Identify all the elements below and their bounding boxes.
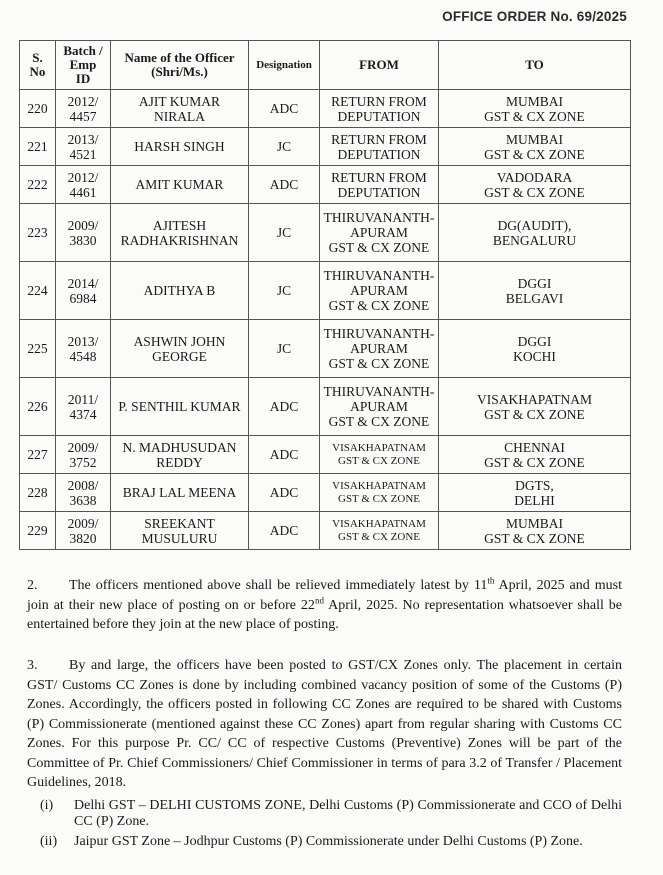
- transfer-table: [19, 40, 631, 550]
- cell-batch: 2009/ 3752: [56, 436, 111, 474]
- table-row: [20, 204, 631, 262]
- paragraph-3: 3. By and large, the officers have been posted to GST/CX Zones only. The placement in certain GST/ Customs CC Zones is done by including combined vacancy position of some of the Customs (P) Zones. Accordingly, the officers posted in following CC Zones are required to be shared with Customs (P) Commissionerate (mentioned against these CC Zones) apart from regular sharing with Customs CC Zones. For this purpose Pr. CC/ CC of respective Customs (Preventive) Zones will be part of the Committee of Pr. Chief Commissioners/ Chief Commissioner in terms of para 3.2 of Transfer / Placement Guidelines, 2018.: [27, 658, 622, 790]
- cell-to: VADODARA GST & CX ZONE: [439, 166, 631, 204]
- table-row: [20, 320, 631, 378]
- cell-designation: ADC: [249, 378, 320, 436]
- cell-designation: ADC: [249, 474, 320, 512]
- cell-to: MUMBAI GST & CX ZONE: [439, 512, 631, 550]
- header-from: FROM: [320, 41, 439, 90]
- cell-officer-name: HARSH SINGH: [111, 128, 249, 166]
- cell-officer-name: BRAJ LAL MEENA: [111, 474, 249, 512]
- cell-officer-name: ADITHYA B: [111, 262, 249, 320]
- cell-to: MUMBAI GST & CX ZONE: [439, 128, 631, 166]
- table-row: [20, 378, 631, 436]
- table-row: [20, 262, 631, 320]
- table-row: [20, 90, 631, 128]
- cell-to: DG(AUDIT), BENGALURU: [439, 204, 631, 262]
- cell-from: THIRUVANANTH- APURAM GST & CX ZONE: [320, 378, 439, 436]
- paragraph-2: 2. The officers mentioned above shall be relieved immediately latest by 11th April, 2025 and must join at their new place of posting on or before 22nd April, 2025. No representation whatsoever shall be entertained before they join at the new place of posting.: [27, 575, 622, 632]
- list-item: (i) Delhi GST – DELHI CUSTOMS ZONE, Delhi Customs (P) Commissionerate and CCO of Delhi CC (P) Zone.: [40, 798, 622, 829]
- cell-batch: 2012/ 4461: [56, 166, 111, 204]
- cell-from: THIRUVANANTH- APURAM GST & CX ZONE: [320, 262, 439, 320]
- cell-sno: 222: [20, 166, 56, 204]
- cell-from: RETURN FROM DEPUTATION: [320, 166, 439, 204]
- cell-to: MUMBAI GST & CX ZONE: [439, 90, 631, 128]
- cell-officer-name: N. MADHUSUDAN REDDY: [111, 436, 249, 474]
- cell-batch: 2011/ 4374: [56, 378, 111, 436]
- cell-officer-name: AJITESH RADHAKRISHNAN: [111, 204, 249, 262]
- cell-officer-name: AJIT KUMAR NIRALA: [111, 90, 249, 128]
- cell-to: DGTS, DELHI: [439, 474, 631, 512]
- cell-from: THIRUVANANTH- APURAM GST & CX ZONE: [320, 204, 439, 262]
- cell-designation: JC: [249, 204, 320, 262]
- cell-to: DGGI KOCHI: [439, 320, 631, 378]
- cell-designation: ADC: [249, 166, 320, 204]
- table-row: [20, 512, 631, 550]
- header-to: TO: [439, 41, 631, 90]
- table-row: [20, 436, 631, 474]
- cell-batch: 2013/ 4521: [56, 128, 111, 166]
- cell-from: RETURN FROM DEPUTATION: [320, 128, 439, 166]
- cell-sno: 220: [20, 90, 56, 128]
- cell-from: VISAKHAPATNAM GST & CX ZONE: [320, 474, 439, 512]
- cell-to: DGGI BELGAVI: [439, 262, 631, 320]
- cell-officer-name: P. SENTHIL KUMAR: [111, 378, 249, 436]
- cell-batch: 2013/ 4548: [56, 320, 111, 378]
- cell-from: VISAKHAPATNAM GST & CX ZONE: [320, 512, 439, 550]
- cell-sno: 226: [20, 378, 56, 436]
- cell-to: CHENNAI GST & CX ZONE: [439, 436, 631, 474]
- cell-from: RETURN FROM DEPUTATION: [320, 90, 439, 128]
- cell-sno: 225: [20, 320, 56, 378]
- cell-designation: JC: [249, 262, 320, 320]
- cell-designation: JC: [249, 128, 320, 166]
- table-row: [20, 128, 631, 166]
- header-designation: Designation: [249, 41, 320, 90]
- header-sno: S. No: [20, 41, 56, 90]
- table-row: [20, 474, 631, 512]
- cell-from: VISAKHAPATNAM GST & CX ZONE: [320, 436, 439, 474]
- table-header-row: [20, 41, 631, 90]
- cell-sno: 228: [20, 474, 56, 512]
- header-batch: Batch / Emp ID: [56, 41, 111, 90]
- cell-sno: 229: [20, 512, 56, 550]
- cell-sno: 227: [20, 436, 56, 474]
- cell-designation: JC: [249, 320, 320, 378]
- office-order-number: OFFICE ORDER No. 69/2025: [442, 9, 627, 24]
- list-item: (ii) Jaipur GST Zone – Jodhpur Customs (P) Commissionerate under Delhi Customs (P) Zone.: [40, 834, 583, 849]
- cell-sno: 223: [20, 204, 56, 262]
- cell-officer-name: SREEKANT MUSULURU: [111, 512, 249, 550]
- cell-batch: 2009/ 3830: [56, 204, 111, 262]
- cell-designation: ADC: [249, 90, 320, 128]
- cell-batch: 2009/ 3820: [56, 512, 111, 550]
- cell-designation: ADC: [249, 436, 320, 474]
- cell-officer-name: AMIT KUMAR: [111, 166, 249, 204]
- cell-to: VISAKHAPATNAM GST & CX ZONE: [439, 378, 631, 436]
- cell-officer-name: ASHWIN JOHN GEORGE: [111, 320, 249, 378]
- cell-from: THIRUVANANTH- APURAM GST & CX ZONE: [320, 320, 439, 378]
- cell-batch: 2008/ 3638: [56, 474, 111, 512]
- table-row: [20, 166, 631, 204]
- cell-sno: 224: [20, 262, 56, 320]
- cell-batch: 2014/ 6984: [56, 262, 111, 320]
- header-name: Name of the Officer (Shri/Ms.): [111, 41, 249, 90]
- cell-sno: 221: [20, 128, 56, 166]
- cell-batch: 2012/ 4457: [56, 90, 111, 128]
- cell-designation: ADC: [249, 512, 320, 550]
